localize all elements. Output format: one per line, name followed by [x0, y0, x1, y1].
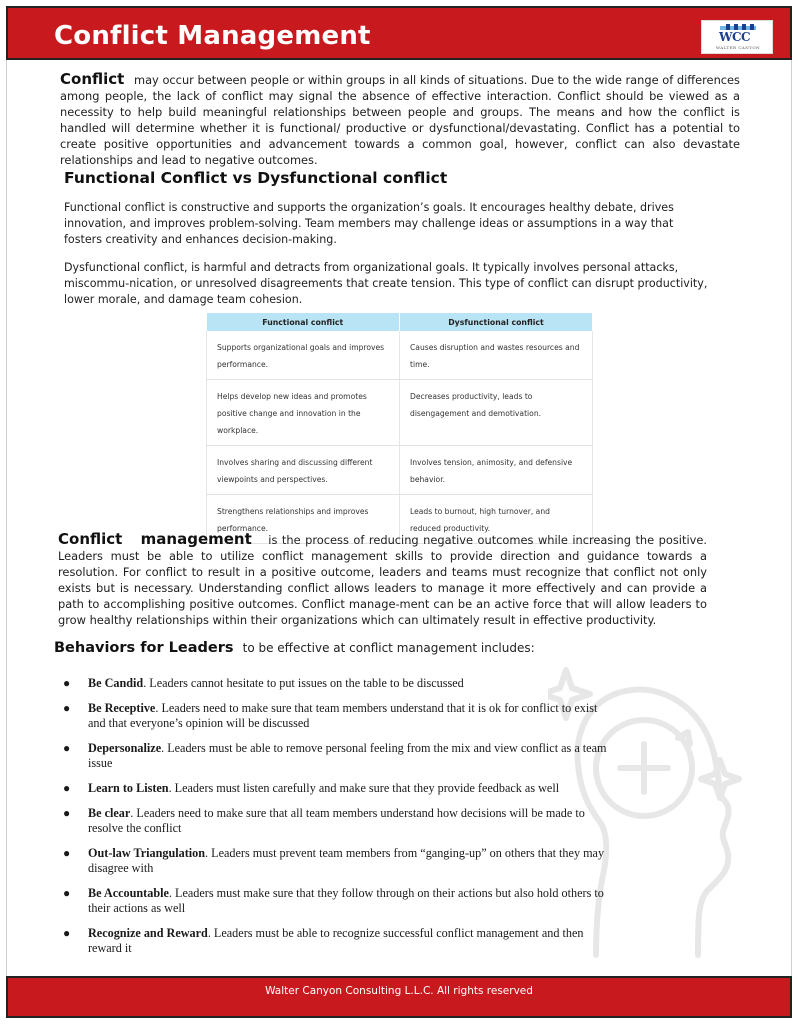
behavior-text: . Leaders cannot hesitate to put issues on the table to be discussed: [143, 676, 464, 690]
behavior-term: Be Candid: [88, 676, 144, 690]
company-logo: [701, 20, 773, 54]
table-cell: Leads to burnout, high turnover, and reduced productivity.: [400, 495, 593, 544]
table-row: [207, 331, 593, 380]
list-item: [63, 781, 608, 796]
table-cell: Strengthens relationships and improves performance.: [207, 495, 400, 544]
header-bar: [6, 6, 792, 60]
page-title: Conflict Management: [54, 21, 371, 51]
behavior-term: Be Accountable: [88, 886, 169, 900]
behaviors-heading-rest: to be effective at conflict management includes:: [242, 641, 535, 655]
footer-bar: [6, 976, 792, 1018]
behaviors-list: [63, 676, 608, 966]
list-item: [63, 926, 608, 956]
table-row: [207, 380, 593, 446]
bullet-icon: ●: [63, 741, 71, 755]
behavior-term: Be Receptive: [88, 701, 156, 715]
list-item: [63, 741, 608, 771]
bullet-icon: ●: [63, 886, 71, 900]
logo-subtext: WALTER CANYON: [715, 45, 761, 50]
intro-lead: Conflict: [60, 70, 125, 88]
list-item: [63, 886, 608, 916]
behavior-term: Depersonalize: [88, 741, 162, 755]
management-paragraph: [58, 531, 707, 628]
behavior-text: . Leaders must prevent team members from “ganging-up” on others that they may disagree with: [88, 846, 605, 875]
bullet-icon: ●: [63, 806, 71, 820]
list-item: [63, 846, 608, 876]
behavior-text: . Leaders must be able to recognize successful conflict management and then reward it: [88, 926, 584, 955]
behavior-text: . Leaders must make sure that they follow through on their actions but also hold others to their actions as well: [88, 886, 604, 915]
bullet-icon: ●: [63, 926, 71, 940]
table-header-functional: Functional conflict: [207, 313, 400, 331]
behavior-term: Recognize and Reward: [88, 926, 208, 940]
list-item: [63, 701, 608, 731]
intro-text: may occur between people or within groups in all kinds of situations. Due to the wide range of differences among people, the lack of conflict may signal the absence of effective interaction. Conflict should be viewed as a necessity to help build meaningful relationships between people and groups. The means and how the conflict is handled will determine whether it is functional/ productive or dysfunctional/devastating. Conflict has a potential to create positive opportunities and advancement towards a common goal, however, conflict can also devastate relationships and lead to negative outcomes.: [60, 73, 740, 167]
behaviors-heading: [54, 637, 535, 656]
logo-text: WCC: [719, 30, 751, 44]
behavior-text: . Leaders must listen carefully and make sure that they provide feedback as well: [168, 781, 560, 795]
management-lead: Conflict management: [58, 530, 252, 548]
footer-copyright: Walter Canyon Consulting L.L.C. All rights reserved: [265, 985, 533, 997]
intro-paragraph: [60, 71, 740, 168]
behavior-term: Learn to Listen: [88, 781, 169, 795]
behaviors-heading-bold: Behaviors for Leaders: [54, 640, 234, 656]
bullet-icon: ●: [63, 676, 71, 690]
list-item: [63, 676, 608, 691]
bullet-icon: ●: [63, 846, 71, 860]
behavior-text: . Leaders must be able to remove personal feeling from the mix and view conflict as a team issue: [88, 741, 607, 770]
behavior-term: Out-law Triangulation: [88, 846, 206, 860]
dysfunctional-paragraph: Dysfunctional conflict, is harmful and detracts from organizational goals. It typically involves personal attacks, miscommu-nication, or unresolved disagreements that create tension. This type of conflict can disrupt productivity, lower morale, and damage team cohesion.: [64, 261, 708, 306]
table-cell: Involves tension, animosity, and defensive behavior.: [400, 446, 593, 495]
functional-paragraph: Functional conflict is constructive and supports the organization’s goals. It encourages healthy debate, drives innovation, and improves problem-solving. Team members may challenge ideas or assumptions in a way that fosters creativity and enhances decision-making.: [64, 201, 674, 246]
comparison-table: [206, 313, 593, 544]
table-cell: Decreases productivity, leads to disengagement and demotivation.: [400, 380, 593, 446]
table-cell: Causes disruption and wastes resources and time.: [400, 331, 593, 380]
bullet-icon: ●: [63, 701, 71, 715]
behavior-text: . Leaders need to make sure that all team members understand how decisions will be made to resolve the conflict: [88, 806, 585, 835]
section-title: Functional Conflict vs Dysfunctional conflict: [64, 169, 448, 187]
table-row: [207, 446, 593, 495]
behavior-term: Be clear: [88, 806, 131, 820]
table-cell: Involves sharing and discussing different viewpoints and perspectives.: [207, 446, 400, 495]
table-header-row: [207, 313, 593, 331]
table-header-dysfunctional: Dysfunctional conflict: [400, 313, 593, 331]
list-item: [63, 806, 608, 836]
bullet-icon: ●: [63, 781, 71, 795]
table-cell: Supports organizational goals and improves performance.: [207, 331, 400, 380]
behavior-text: . Leaders need to make sure that team members understand that it is ok for conflict to exist and that everyone’s opinion will be discussed: [88, 701, 598, 730]
table-cell: Helps develop new ideas and promotes positive change and innovation in the workplace.: [207, 380, 400, 446]
management-text: is the process of reducing negative outcomes while increasing the positive. Leaders must be able to utilize conflict management skills to provide direction and guidance towards a resolution. For conflict to result in a positive outcome, leaders and teams must recognize that conflict not only exists but is necessary. Understanding conflict allows leaders to manage it more effectively and can provide a path to accomplishing positive outcomes. Conflict manage-ment can be an active force that will allow leaders to grow healthy relationships within their organizations which can ultimately result in effective productivity.: [58, 533, 707, 627]
